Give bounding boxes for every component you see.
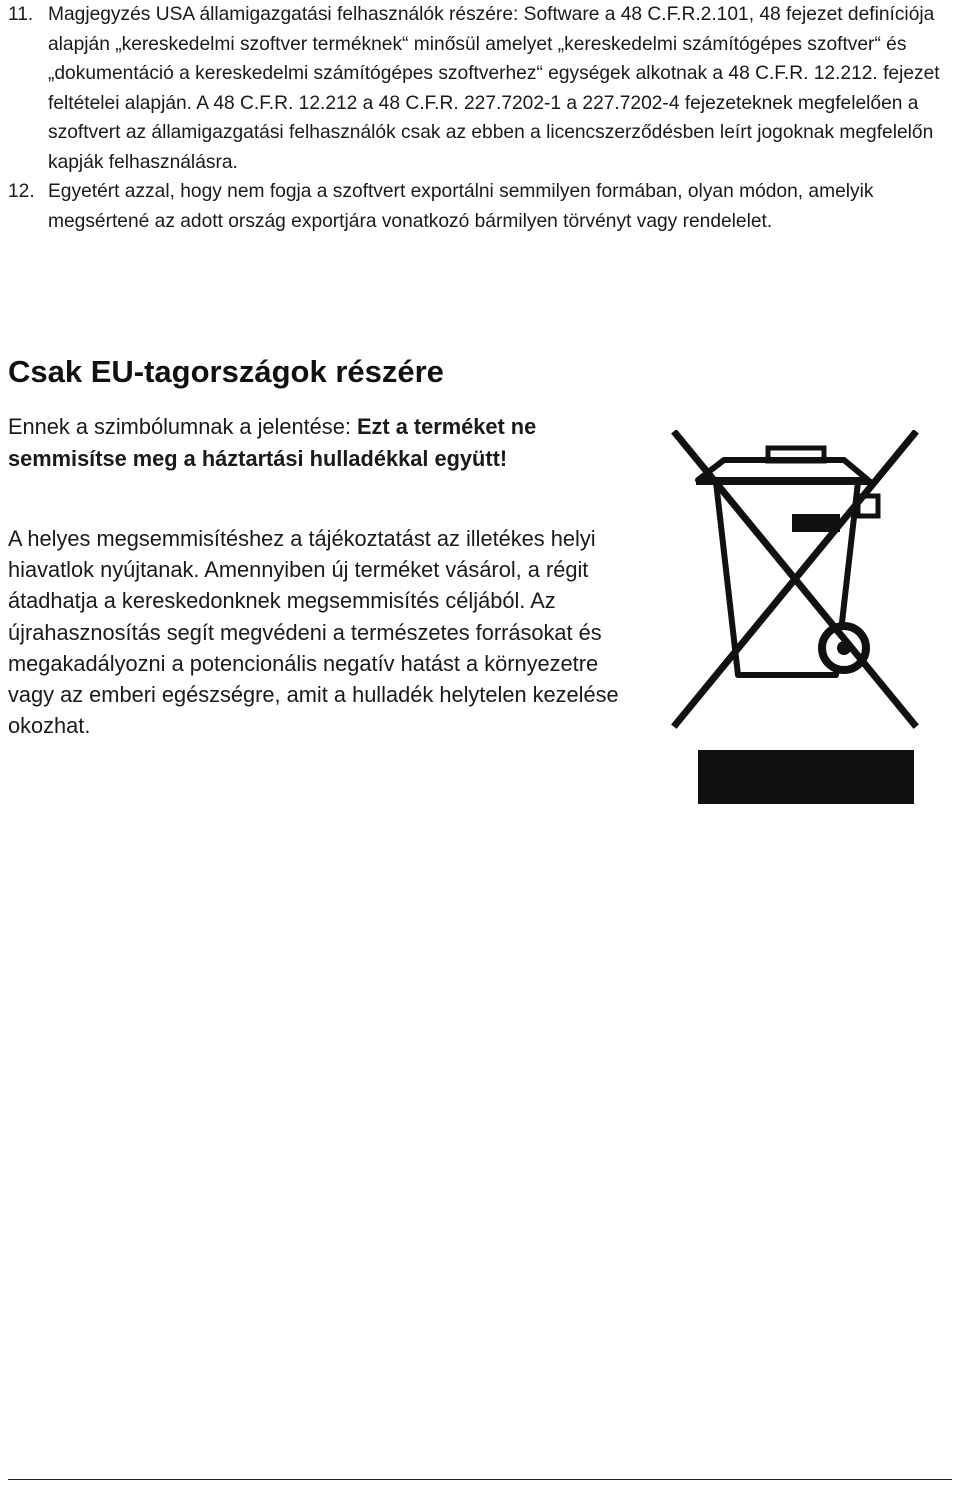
item-text: Egyetért azzal, hogy nem fogja a szoftvert exportálni semmilyen formában, olyan módon, amelyik megsértené az adott ország exportjára vonatkozó bármilyen törvényt vagy rendelelet.: [48, 181, 874, 232]
license-item-11: [8, 0, 958, 177]
crossed-out-wheelie-bin-icon: [668, 430, 928, 810]
symbol-meaning-warning: Ezt a terméket ne semmisítse meg a háztartási hulladékkal együtt!: [8, 414, 537, 471]
item-number: 12.: [8, 181, 35, 202]
item-text: Magjegyzés USA államigazgatási felhasználók részére: Software a 48 C.F.R.2.101, 48 fejezet definíciója alapján „kereskedelmi szoftver terméknek“ minősül amelyet „kereskedelmi számítógépes szoftver“ és „dokumentáció a kereskedelmi számítógépes szoftverhez“ egységek alkotnak a 48 C.F.R. 12.212. fejezet feltételei alapján. A 48 C.F.R. 12.212 a 48 C.F.R. 227.7202-1 a 227.7202-4 fejezeteknek megfelelően a szoftvert az államigazgatási felhasználók csak az ebben a licencszerződésben leírt jogoknak megfelelőn kapják felhasználásra.: [48, 4, 940, 173]
footer-rule: [8, 1479, 952, 1480]
eu-section-title: Csak EU-tagországok részére: [8, 354, 444, 389]
symbol-meaning: [8, 411, 648, 474]
item-number: 11.: [8, 4, 34, 25]
disposal-information: A helyes megsemmisítéshez a tájékoztatást az illetékes helyi hiavatlok nyújtanak. Amennyiben új terméket vásárol, a régit átadhatja a kereskedonknek megsemmisítés céljából. Az újrahasznosítás segít megvédeni a természetes forrásokat és megakadályozni a potencionális negatív hatást a környezetre vagy az emberi egészségre, amit a hulladék helytelen kezelése okozhat.: [8, 526, 619, 739]
symbol-meaning-intro: Ennek a szimbólumnak a jelentése:: [8, 414, 357, 439]
license-item-12: [8, 177, 958, 236]
license-terms-list: [8, 0, 958, 236]
